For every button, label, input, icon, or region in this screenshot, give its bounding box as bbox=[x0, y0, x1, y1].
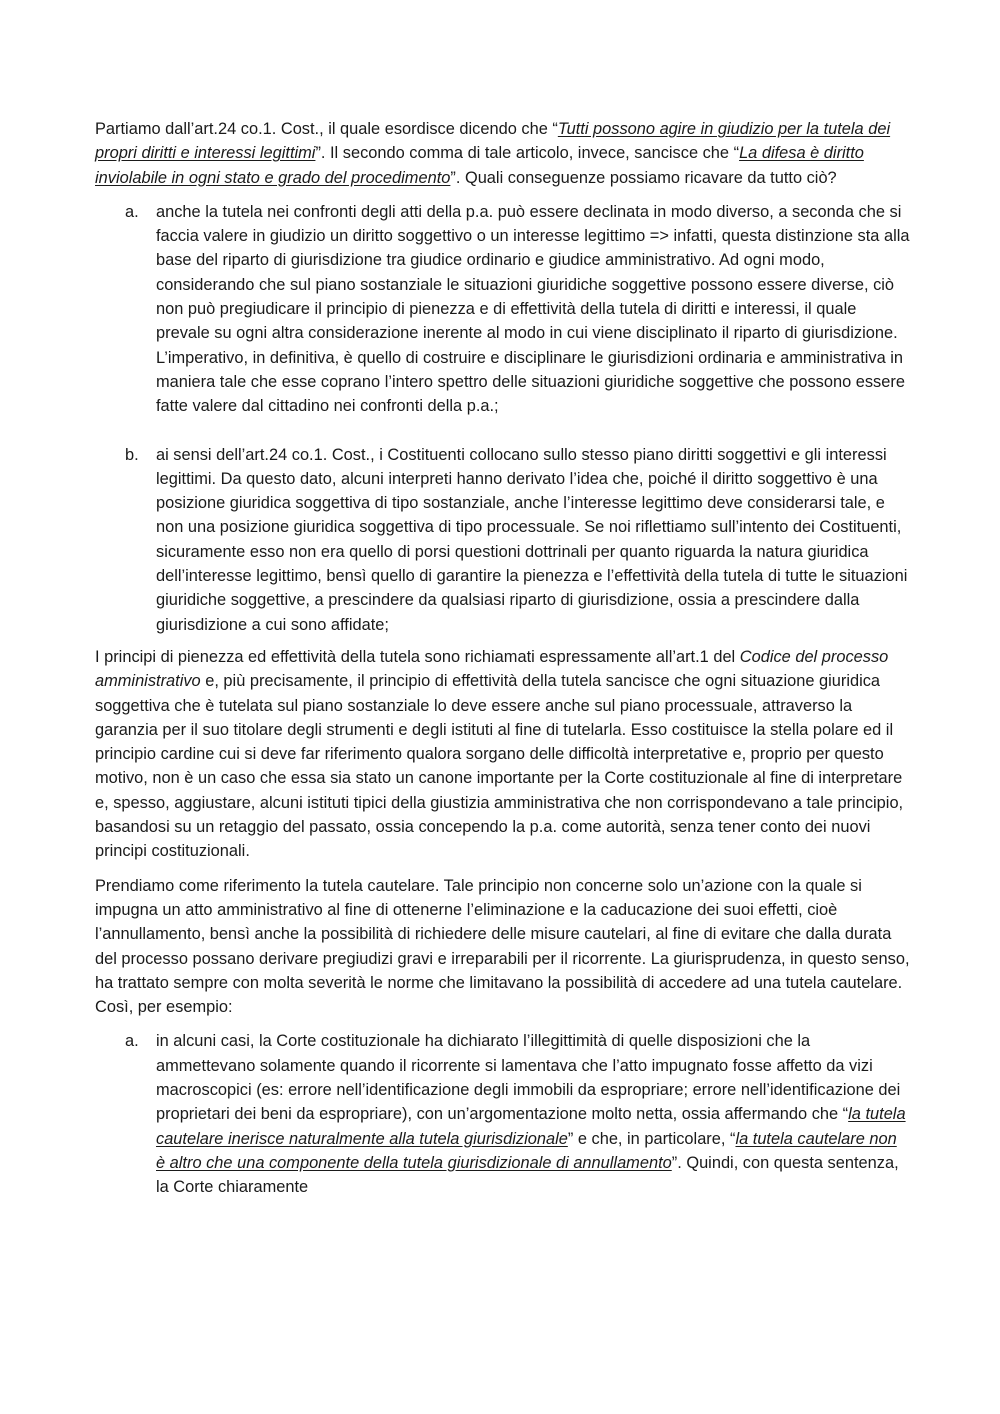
tutela-cautelare-paragraph: Prendiamo come riferimento la tutela cautelare. Tale principio non concerne solo un’azione con la quale si impugna un atto amministrativo al fine di ottenerne l’eliminazione e la caducazione dei suoi effetti, cioè l’annullamento, bensì anche la possibilità di richiedere delle misure cautelari, al fine di evitare che dalla durata del processo possano derivare pregiudizi gravi e irreparabili per il ricorrente. La giurisprudenza, in questo senso, ha trattato sempre con molta severità le norme che limitavano la possibilità di accedere ad una tutela cautelare. Così, per esempio: bbox=[95, 876, 910, 1017]
intro-text-2: ”. Il secondo comma di tale articolo, invece, sancisce che “ bbox=[315, 144, 740, 163]
list2-item-a bbox=[95, 1029, 910, 1199]
list2-item-a-text bbox=[156, 1029, 910, 1199]
art24-comma1-quote: Tutti possono agire in giudizio per la tutela dei propri diritti e interessi legittimi bbox=[95, 120, 891, 163]
list-item-a-text: anche la tutela nei confronti degli atti della p.a. può essere declinata in modo diverso, a seconda che si faccia valere in giudizio un diritto soggettivo o un interesse legittimo => infatti, questa distinzione sta alla base del riparto di giurisdizione tra giudice ordinario e giudice amministrativo. Ad ogni modo, considerando che sul piano sostanziale le situazioni giuridiche soggettive possono essere diverse, ciò non può pregiudicare il principio di pienezza e di effettività della tutela di diritti e interessi, il quale prevale su ogni altra considerazione inerente al modo in cui viene disciplinato il riparto di giurisdizione. L’imperativo, in definitiva, è quello di costruire e disciplinare le giurisdizioni ordinaria e amministrativa in maniera tale che esse coprano l’intero spettro delle situazioni giuridiche soggettive che possono essere fatte valere dal cittadino nei confronti della p.a.; bbox=[156, 202, 910, 416]
effettivita-text-1: I principi di pienezza ed effettività della tutela sono richiamati espressamente all’art.1 del bbox=[95, 647, 740, 666]
intro-text-1: Partiamo dall’art.24 co.1. Cost., il quale esordisce dicendo che “ bbox=[95, 120, 558, 138]
list2-text-1: in alcuni casi, la Corte costituzionale ha dichiarato l’illegittimità di quelle disposizioni che la ammettevano solamente quando il ricorrente si lamentava che l’atto impugnato fosse affetto da vizi macroscopici (es: errore nell’identificazione degli immobili da espropriare; errore nell’identificazione dei proprietari dei beni da espropriare), con un’argomentazione molto netta, ossia affermando che “ bbox=[156, 1032, 901, 1124]
list2-marker-a: a. bbox=[125, 1032, 139, 1051]
effettivita-text-2: e, più precisamente, il principio di effettività della tutela sancisce che ogni situazione giuridica soggettiva che è tutelata sul piano sostanziale lo deve essere anche sul piano processuale, attraverso la garanzia per il suo titolare degli strumenti e degli istituti al fine di tutelarla. Esso costituisce la stella polare ed il principio cardine cui si deve far riferimento qualora sorgano delle difficoltà interpretative e, proprio per questo motivo, non è un caso che essa sia stato un canone importante per la Corte costituzionale al fine di interpretare e, spesso, aggiustare, alcuni istituti tipici della giustizia amministrativa che non corrispondevano a tale principio, basandosi su un retaggio del passato, ossia concependo la p.a. come autorità, senza tener conto dei nuovi principi costituzionali. bbox=[95, 672, 904, 861]
document-page bbox=[95, 117, 910, 1199]
list-marker-a: a. bbox=[125, 202, 139, 221]
list-item-a bbox=[95, 200, 910, 419]
list-item-b bbox=[95, 443, 910, 637]
codice-title: Codice del processo amministrativo bbox=[95, 647, 889, 691]
list-item-b-text: ai sensi dell’art.24 co.1. Cost., i Costituenti collocano sullo stesso piano diritti soggettivi e gli interessi legittimi. Da questo dato, alcuni interpreti hanno derivato l’idea che, poiché il diritto soggettivo è una posizione giuridica soggettiva di tipo sostanziale, anche l’interesse legittimo deve considerarsi tale, e non una posizione giuridica soggettiva di tipo processuale. Se noi riflettiamo sull’intento dei Costituenti, sicuramente esso non era quello di porsi questioni dottrinali per quanto riguarda la natura giuridica dell’interesse legittimo, bensì quello di garantire la pienezza e l’effettività della tutela di tutte le situazioni giuridiche soggettive, a prescindere da qualsiasi riparto di giurisdizione, ossia a prescindere dalla giurisdizione a cui sono affidate; bbox=[156, 445, 908, 634]
intro-paragraph bbox=[95, 117, 910, 190]
list2-text-3: ”. Quindi, con questa sentenza, la Corte chiaramente bbox=[156, 1153, 899, 1197]
list2-text-2: ” e che, in particolare, “ bbox=[567, 1129, 736, 1148]
corte-quote-1: la tutela cautelare inerisce naturalmente alla tutela giurisdizionale bbox=[156, 1105, 906, 1148]
list-marker-b: b. bbox=[125, 445, 139, 464]
intro-text-3: ”. Quali conseguenze possiamo ricavare da tutto ciò? bbox=[450, 168, 837, 187]
corte-quote-2: la tutela cautelare non è altro che una componente della tutela giurisdizionale di annullamento bbox=[156, 1129, 897, 1172]
art24-comma2-quote: La difesa è diritto inviolabile in ogni stato e grado del procedimento bbox=[95, 144, 864, 187]
effettivita-paragraph bbox=[95, 645, 910, 864]
